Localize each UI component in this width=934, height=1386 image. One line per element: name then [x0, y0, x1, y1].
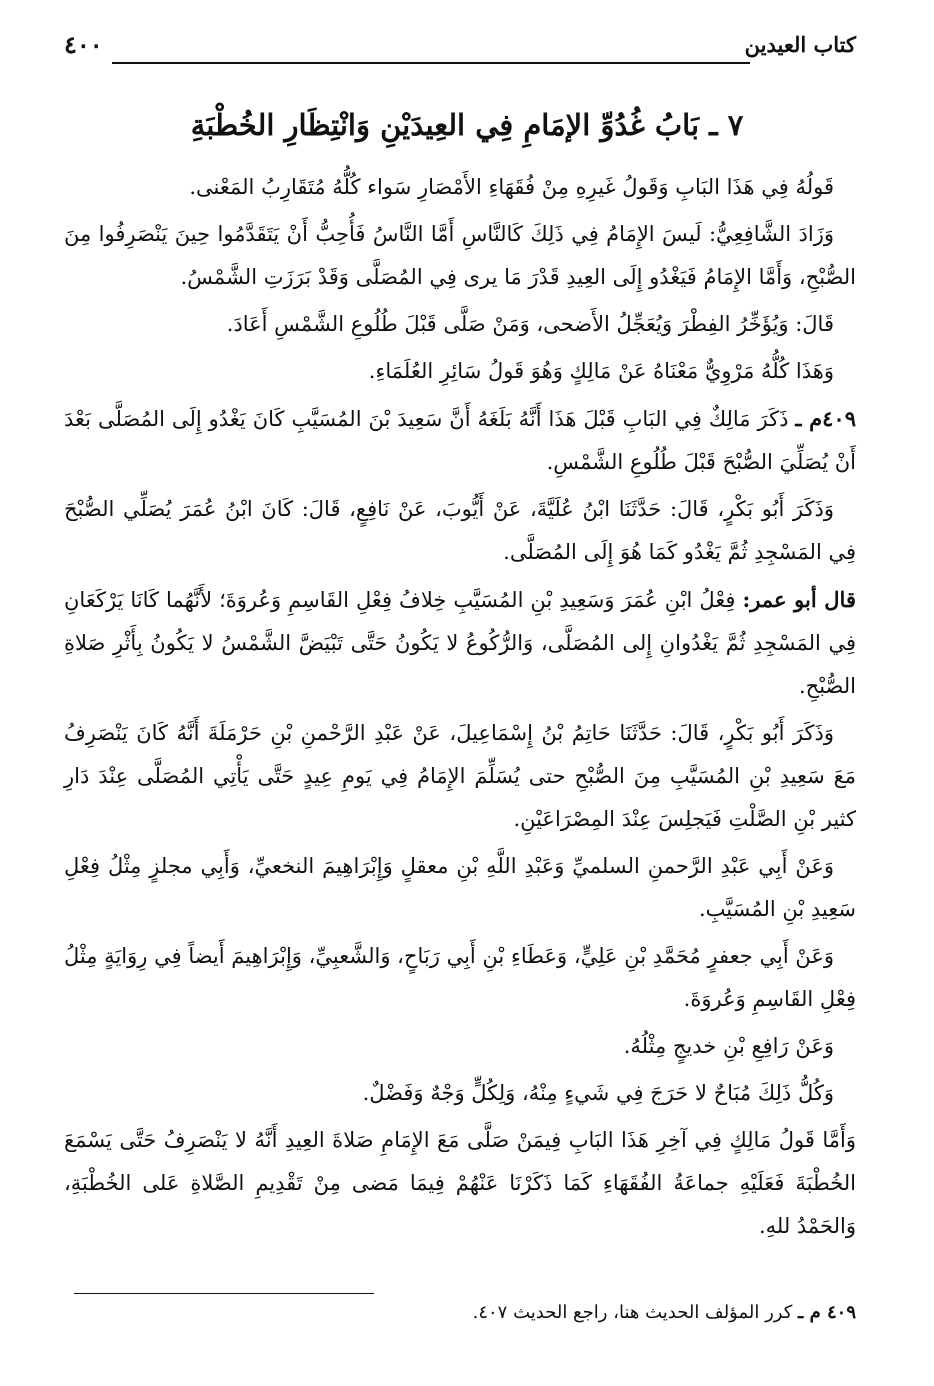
paragraph [64, 1025, 856, 1068]
paragraph [64, 935, 856, 1021]
paragraph [64, 303, 856, 346]
paragraph [64, 1119, 856, 1248]
page-number: ٤٠٠ [64, 30, 103, 59]
footnote-rule [74, 1293, 374, 1294]
paragraph [64, 1072, 856, 1115]
footnote [473, 1302, 856, 1323]
speaker-label: قال أبو عمر: [742, 587, 856, 612]
paragraph-text: وَكُلُّ ذَلِكَ مُبَاحٌ لا حَرَجَ فِي شَيءٍ مِنْهُ، وَلِكُلٍّ وَجْهٌ وَفَضْلٌ. [362, 1081, 834, 1105]
footnote-text: كرر المؤلف الحديث هنا، راجع الحديث ٤٠٧. [472, 1302, 793, 1323]
paragraph-text: وَعَنْ أَبِي جعفرٍ مُحَمَّدِ بْنِ عَلِيٍّ، وَعَطَاءِ بْنِ أَبِي رَبَاحٍ، وَالشَّعبِيِّ، وَإِبْرَاهِيمَ أَيضاً فِي رِوَايَةٍ مِثْلُ فِعْلِ القَاسِمِ وَعُروَةَ. [64, 944, 856, 1011]
paragraph-text: فِعْلُ ابْنِ عُمَرَ وَسَعِيدِ بْنِ المُسَيَّبِ خِلافُ فِعْلِ القَاسِمِ وَعُروَةَ؛ لأَنَّهُما كَانَا يَرْكَعَانِ فِي المَسْجِدِ ثُمَّ يَغْدُوانِ إِلى المُصَلَّى، وَالرُّكُوعُ لا يَكُونُ حَتَّى تَبْيَضَّ الشَّمْسُ لا يَكُونُ بِأَثْرِ صَلاةِ الصُّبْحِ. [64, 588, 856, 698]
body-text [64, 166, 856, 1252]
hadith-number: ٤٠٩م ـ [795, 406, 856, 431]
paragraph [64, 397, 856, 484]
paragraph-text: وَزَادَ الشَّافِعِيُّ: لَيسَ الإِمَامُ فِي ذَلِكَ كَالنَّاسِ أَمَّا النَّاسُ فَأُحِبُّ أَنْ يَتَقَدَّمُوا حِينَ يَنْصَرِفُوا مِنَ الصُّبْحِ، وَأَمَّا الإِمَامُ فَيَغْدُو إِلَى العِيدِ قَدْرَ مَا يرى فِي المُصَلَّى وَقَدْ بَرَزَتِ الشَّمْسُ. [64, 222, 856, 289]
paragraph [64, 488, 856, 574]
paragraph-text: وَعَنْ أَبِي عَبْدِ الرَّحمنِ السلميِّ وَعَبْدِ اللَّهِ بْنِ معقلٍ وَإِبْرَاهِيمَ النخعيِّ، وَأَبِي مجلزٍ مِثْلُ فِعْلِ سَعِيدِ بْنِ المُسَيَّبِ. [64, 854, 856, 921]
book-title: كتاب العيدين [744, 32, 856, 57]
paragraph [64, 350, 856, 393]
paragraph [64, 712, 856, 841]
paragraph-text: وَهَذَا كُلُّهُ مَرْوِيٌّ مَعْنَاهُ عَنْ مَالِكٍ وَهُوَ قَولُ سَائِرِ العُلَمَاءِ. [368, 359, 834, 383]
paragraph-text: وَذَكَرَ أَبُو بَكْرٍ، قَالَ: حَدَّثَنَا حَاتِمُ بْنُ إِسْمَاعِيلَ، عَنْ عَبْدِ الرَّحْمنِ بْنِ حَرْمَلَةَ أَنَّهُ كَانَ يَنْصَرِفُ مَعَ سَعِيدِ بْنِ المُسَيَّبِ مِنَ الصُّبْحِ حتى يُسَلِّمَ الإِمَامُ فِي يَومِ عِيدٍ حَتَّى يَأْتِي المُصَلَّى عِنْدَ دَارِ كثير بْنِ الصَّلْتِ فَيَجلِسَ عِنْدَ المِصْرَاعَيْنِ. [64, 721, 856, 831]
paragraph-text: قَالَ: وَيُؤَخِّرُ الفِطْرَ وَيُعَجِّلُ الأَضحى، وَمَنْ صَلَّى قَبْلَ طُلُوعِ الشَّمْسِ أَعَادَ. [226, 312, 834, 336]
paragraph [64, 845, 856, 931]
header-rule [112, 62, 750, 64]
footnote-number: ٤٠٩ م ـ [798, 1302, 856, 1323]
paragraph-text: ذَكَرَ مَالِكٌ فِي البَابِ قَبْلَ هَذَا أَنَّهُ بَلَغَهُ أَنَّ سَعِيدَ بْنَ المُسَيَّبِ كَانَ يَغْدُو إِلَى المُصَلَّى بَعْدَ أَنْ يُصَلِّيَ الصُّبْحَ قَبْلَ طُلُوعِ الشَّمْسِ. [64, 407, 856, 474]
paragraph [64, 578, 856, 708]
paragraph-text: وَذَكَرَ أَبُو بَكْرٍ، قَالَ: حَدَّثَنَا ابْنُ عُلَيَّةَ، عَنْ أَيُّوبَ، عَنْ نَافِعٍ، قَالَ: كَانَ ابْنُ عُمَرَ يُصَلِّي الصُّبْحَ فِي المَسْجِدِ ثُمَّ يَغْدُو كَمَا هُوَ إِلَى المُصَلَّى. [64, 497, 856, 564]
paragraph [64, 166, 856, 209]
chapter-title: ٧ ـ بَابُ غُدُوِّ الإمَامِ فِي العِيدَيْنِ وَانْتِظَارِ الخُطْبَةِ [190, 108, 744, 142]
paragraph-text: قَولُهُ فِي هَذَا البَابِ وَقَولُ غَيرِهِ مِنْ فُقَهَاءِ الأَمْصَارِ سَواء كُلُّهُ مُتَقَارِبُ المَعْنى. [189, 175, 834, 199]
paragraph-text: وَعَنْ رَافِعِ بْنِ خديجٍ مِثْلُهُ. [623, 1034, 834, 1058]
paragraph [64, 213, 856, 299]
paragraph-text: وَأَمَّا قَولُ مَالِكٍ فِي آخِرِ هَذَا البَابِ فِيمَنْ صَلَّى مَعَ الإِمَامِ صَلاةَ العِيدِ أَنَّهُ لا يَنْصَرِفُ حَتَّى يَسْمَعَ الخُطْبَةَ فَعَلَيْهِ جماعَةُ الفُقَهَاءِ كَمَا ذَكَرْنَا عَنْهُمْ فِيمَا مَضى مِنْ تَقْدِيمِ الصَّلاةِ عَلى الخُطْبَةِ، وَالحَمْدُ للهِ. [64, 1128, 856, 1238]
